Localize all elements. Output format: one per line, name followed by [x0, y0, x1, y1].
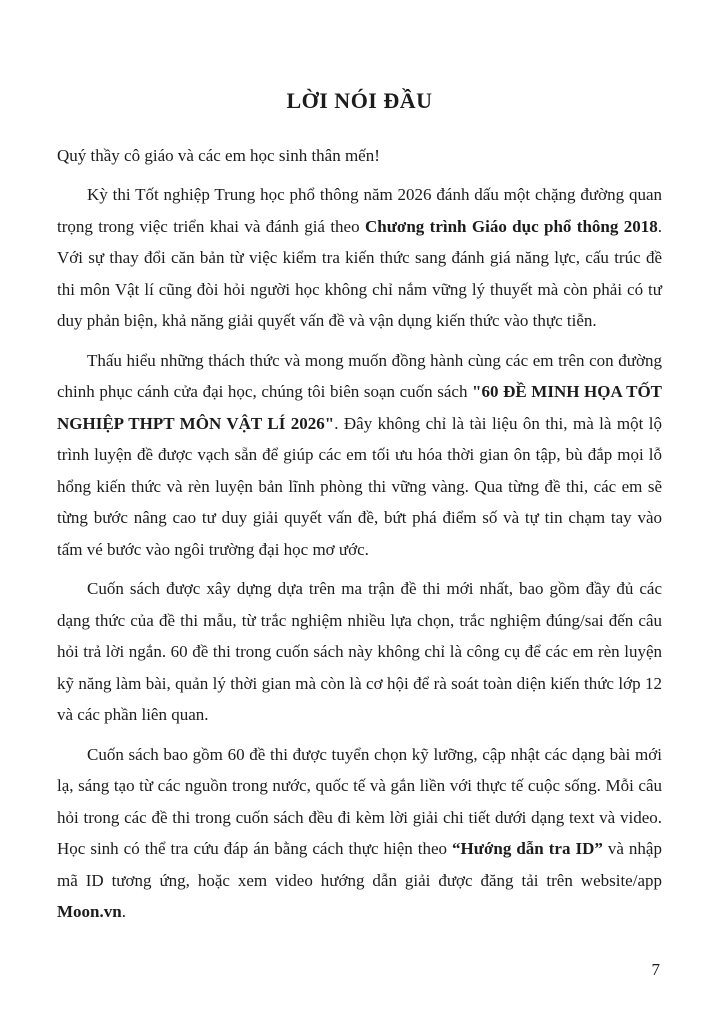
page-title: LỜI NÓI ĐẦU — [286, 88, 433, 113]
bold-text-run: “Hướng dẫn tra ID” — [452, 839, 603, 858]
page-number: 7 — [651, 960, 660, 979]
text-run: . Với sự thay đổi căn bản từ việc kiểm tra kiến thức sang đánh giá năng lực, cấu trúc đề thi môn Vật lí cũng đòi hỏi người học không chỉ nắm vững lý thuyết mà còn phải có tư duy phản biện, khả năng giải quyết vấn đề và vận dụng kiến thức vào thực tiễn. — [57, 216, 662, 330]
paragraph — [57, 179, 662, 337]
body-paragraphs — [57, 179, 662, 928]
text-run: Cuốn sách được xây dựng dựa trên ma trận đề thi mới nhất, bao gồm đầy đủ các dạng thức của đề thi mẫu, từ trắc nghiệm nhiều lựa chọn, trắc nghiệm đúng/sai đến câu hỏi trả lời ngắn. 60 đề thi trong cuốn sách này không chỉ là công cụ để các em rèn luyện kỹ năng làm bài, quản lý thời gian mà còn là cơ hội để rà soát toàn diện kiến thức lớp 12 và các phần liên quan. — [57, 579, 662, 724]
paragraph — [57, 345, 662, 566]
text-run: Kỳ thi Tốt nghiệp Trung học phổ thông năm 2026 đánh dấu một chặng đường quan trọng trong việc triển khai và đánh giá theo — [57, 185, 662, 236]
text-run: Thấu hiểu những thách thức và mong muốn đồng hành cùng các em trên con đường chinh phục cánh cửa đại học, chúng tôi biên soạn cuốn sách — [57, 350, 662, 401]
text-run: và nhập mã ID tương ứng, hoặc xem video hướng dẫn giải được đăng tải trên website/app — [57, 839, 662, 890]
text-run: Cuốn sách bao gồm 60 đề thi được tuyển chọn kỹ lưỡng, cập nhật các dạng bài mới lạ, sáng tạo từ các nguồn trong nước, quốc tế và gắn liền với thực tế cuộc sống. Mỗi câu hỏi trong các đề thi trong cuốn sách đều đi kèm lời giải chi tiết dưới dạng text và video. Học sinh có thể tra cứu đáp án bằng cách thực hiện theo — [57, 744, 662, 858]
bold-text-run: Chương trình Giáo dục phổ thông 2018 — [364, 216, 658, 236]
paragraph — [57, 739, 662, 928]
greeting-line: Quý thầy cô giáo và các em học sinh thân mến! — [57, 146, 380, 165]
text-run: . — [121, 902, 126, 921]
bold-text-run: "60 ĐỀ MINH HỌA TỐT NGHIỆP THPT MÔN VẬT LÍ 2026" — [57, 382, 663, 433]
paragraph — [57, 573, 662, 731]
text-run: . Đây không chỉ là tài liệu ôn thi, mà là một lộ trình luyện đề được vạch sẵn để giúp các em tối ưu hóa thời gian ôn tập, bù đắp mọi lỗ hổng kiến thức và rèn luyện bản lĩnh phòng thi vững vàng. Qua từng đề thi, các em sẽ từng bước nâng cao tư duy giải quyết vấn đề, bứt phá điểm số và tự tin chạm tay vào tấm vé bước vào ngôi trường đại học mơ ước. — [57, 413, 662, 559]
bold-text-run: Moon.vn — [57, 902, 122, 921]
